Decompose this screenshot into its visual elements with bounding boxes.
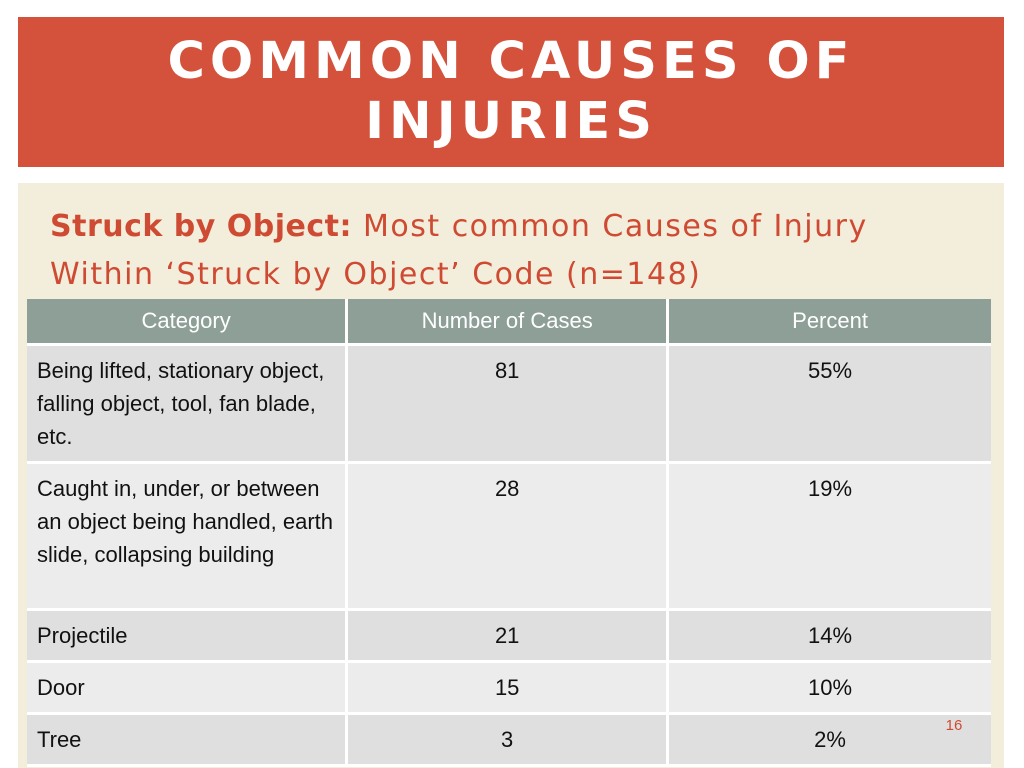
title-banner — [18, 17, 1004, 167]
cell-percent: 2% — [668, 714, 991, 766]
cell-cases: 3 — [347, 714, 668, 766]
page-number: 16 — [945, 717, 963, 734]
cell-category: Projectile — [27, 610, 347, 662]
table-row — [27, 463, 991, 610]
cell-percent: 19% — [668, 463, 991, 610]
cell-cases: 81 — [347, 345, 668, 463]
header-percent: Percent — [668, 299, 991, 345]
cell-category: Being lifted, stationary object, falling object, tool, fan blade, etc. — [27, 345, 347, 463]
header-category: Category — [27, 299, 347, 345]
table-row — [27, 714, 991, 766]
cell-category: Tree — [27, 714, 347, 766]
table-row — [27, 345, 991, 463]
slide-subtitle — [50, 203, 950, 299]
cell-cases: 21 — [347, 610, 668, 662]
injury-causes-table — [27, 299, 991, 767]
cell-cases: 15 — [347, 662, 668, 714]
cell-category: Door — [27, 662, 347, 714]
slide-title: COMMON CAUSES OF INJURIES — [167, 32, 855, 151]
cell-percent: 55% — [668, 345, 991, 463]
subtitle-text: Most common Causes of Injury Within ‘Struck by Object’ Code (n=148) — [50, 209, 868, 292]
cell-cases: 28 — [347, 463, 668, 610]
table-row — [27, 662, 991, 714]
cell-percent: 14% — [668, 610, 991, 662]
cell-category: Caught in, under, or between an object being handled, earth slide, collapsing building — [27, 463, 347, 610]
subtitle-lead: Struck by Object: — [50, 209, 352, 244]
cell-percent: 10% — [668, 662, 991, 714]
header-number-of-cases: Number of Cases — [347, 299, 668, 345]
table-row — [27, 610, 991, 662]
table-header-row — [27, 299, 991, 345]
